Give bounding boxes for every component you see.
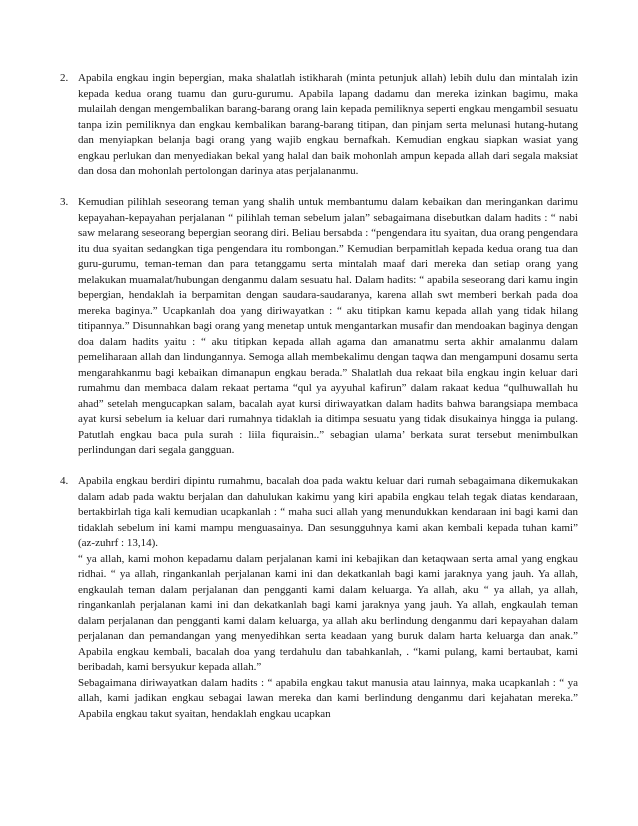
list-number: 2. — [60, 72, 69, 84]
list-number: 3. — [60, 196, 69, 208]
list-item-paragraph: Sebagaimana diriwayatkan dalam hadits : “ apabila engkau takut manusia atau lainnya, maka ucapkanlah : “ ya allah, kami jadikan engkau sebagai lawan mereka dan kami berlindung denganmu dari kejahatan mereka.” Apabila engkau takut syaitan, hendaklah engkau ucapkan — [78, 676, 578, 720]
list-item-paragraph: Apabila engkau berdiri dipintu rumahmu, bacalah doa pada waktu keluar dari rumah sebagaimana dikemukakan dalam adab pada waktu berjalan dan dahulukan kakimu yang kiri apabila engkau telah tegak diatas kendaraan, bertakbirlah tiga kali kemudian ucapkanlah : “ maha suci allah yang menundukkan kendaraan ini bagi kami dan tidaklah sebelum ini kami mampu menguasainya. Dan sesungguhnya kami akan kembali kepada tuhan kami” (az-zuhrf : 13,14). — [78, 475, 578, 549]
list-item-2 — [60, 71, 578, 180]
list-item-4 — [60, 474, 578, 722]
list-number: 4. — [60, 475, 69, 487]
list-item-body — [78, 474, 578, 722]
list-item-text: Kemudian pilihlah seseorang teman yang shalih untuk membantumu dalam kebaikan dan meringankan darimu kepayahan-kepayahan perjalanan “ pilihlah teman sebelum jalan” sebagaimana disebutkan dalam hadits : “ nabi saw melarang seseorang bepergian seorang diri. Beliau bersabda : “pengendara itu syaitan, dua orang pengendara itu dua syaitan sedangkan tiga pengendara itu rombongan.” Kemudian berpamitlah kepada kedua orang tua dan guru-gurumu, teman-teman dan para tetanggamu serta mintalah maaf dari mereka dan setiap orang yang melakukan muamalat/hubungan denganmu dalam sesuatu hal. Dalam hadits: “ apabila seseorang dari kamu ingin bepergian, hendaklah ia berpamitan dengan saudara-saudaranya, karena allah swt memberi berkah pada doa mereka baginya.” Ucapkanlah doa yang diriwayatkan : “ aku titipkan kamu kepada allah yang tidak hilang titipannya.” Disunnahkan bagi orang yang menetap untuk mengantarkan musafir dan mendoakan baginya dengan doa dalam hadits yaitu : “ aku titipkan kepada allah agama dan amanatmu serta akhir amalanmu dalam pemeliharaan allah dan lindungannya. Semoga allah membekalimu dengan taqwa dan mengampuni dosamu serta mengarahkanmu bagi kebaikan dimanapun engkau berada.” Shalatlah dua rekaat bila engkau ingin keluar dari rumahmu dan membaca dalam rekaat pertama “qul ya ayyuhal kafirun” dalam rakaat kedua “qulhuwallah hu ahad” setelah mengucapkan salam, bacalah ayat kursi diriwayatkan dalam hadits bahwa barangsiapa membaca ayat kursi sebelum ia keluar dari rumahnya tidaklah ia ditimpa sesuatu yang tidak disukainya hingga ia pulang. Patutlah engkau baca pula surah : liila fiquraisin..” sebagian ulama’ berkata surat tersebut menimbulkan perlindungan dari segala gangguan. — [78, 196, 578, 456]
list-item-3 — [60, 195, 578, 459]
list-item-paragraph: “ ya allah, kami mohon kepadamu dalam perjalanan kami ini kebajikan dan ketaqwaan serta amal yang engkau ridhai. “ ya allah, ringankanlah perjalanan kami ini dan dekatkanlah bagi kami jaraknya yang jauh. Ya allah, engkaulah teman dalam perjalanan dan pengganti kami dalam keluarga. Ya allah, aku “ ya allah, ya allah, ringankanlah perjalanan kami ini dan dekatkanlah bagi kami jaraknya yang jauh. Ya allah, engkaulah teman dalam perjalanan dan pengganti kami dalam keluarga, ya allah aku berlindung denganmu dari kepayahan dalam perjalanan dan pemandangan yang menyedihkan serta keadaan yang buruk dalam harta keluarga dan anak.” Apabila engkau kembali, bacalah doa yang terdahulu dan tabahkanlah, . “kami pulang, kami bertaubat, kami beribadah, kami bersyukur kepada allah.” — [78, 552, 578, 673]
list-item-text: Apabila engkau ingin bepergian, maka shalatlah istikharah (minta petunjuk allah) lebih dulu dan mintalah izin kepada kedua orang tuamu dan guru-gurumu. Apabila lapang dadamu dan mereka izinkan bagimu, maka mulailah dengan mengembalikan barang-barang orang lain kepada pemiliknya seperti engkau mengambil sesuatu tanpa izin pemiliknya dan engkau kembalikan barang-barang titipan, dan pinjam serta melunasi hutang-hutang dan menyiapkan belanja bagi orang yang wajib engkau bernafkah. Kemudian engkau siapkan wasiat yang engkau perlukan dan menyediakan bekal yang halal dan baik mohonlah ampun kepada allah dari segala maksiat dan dosa dan mohonlah pertolongan darinya atas perjalananmu. — [78, 72, 578, 177]
